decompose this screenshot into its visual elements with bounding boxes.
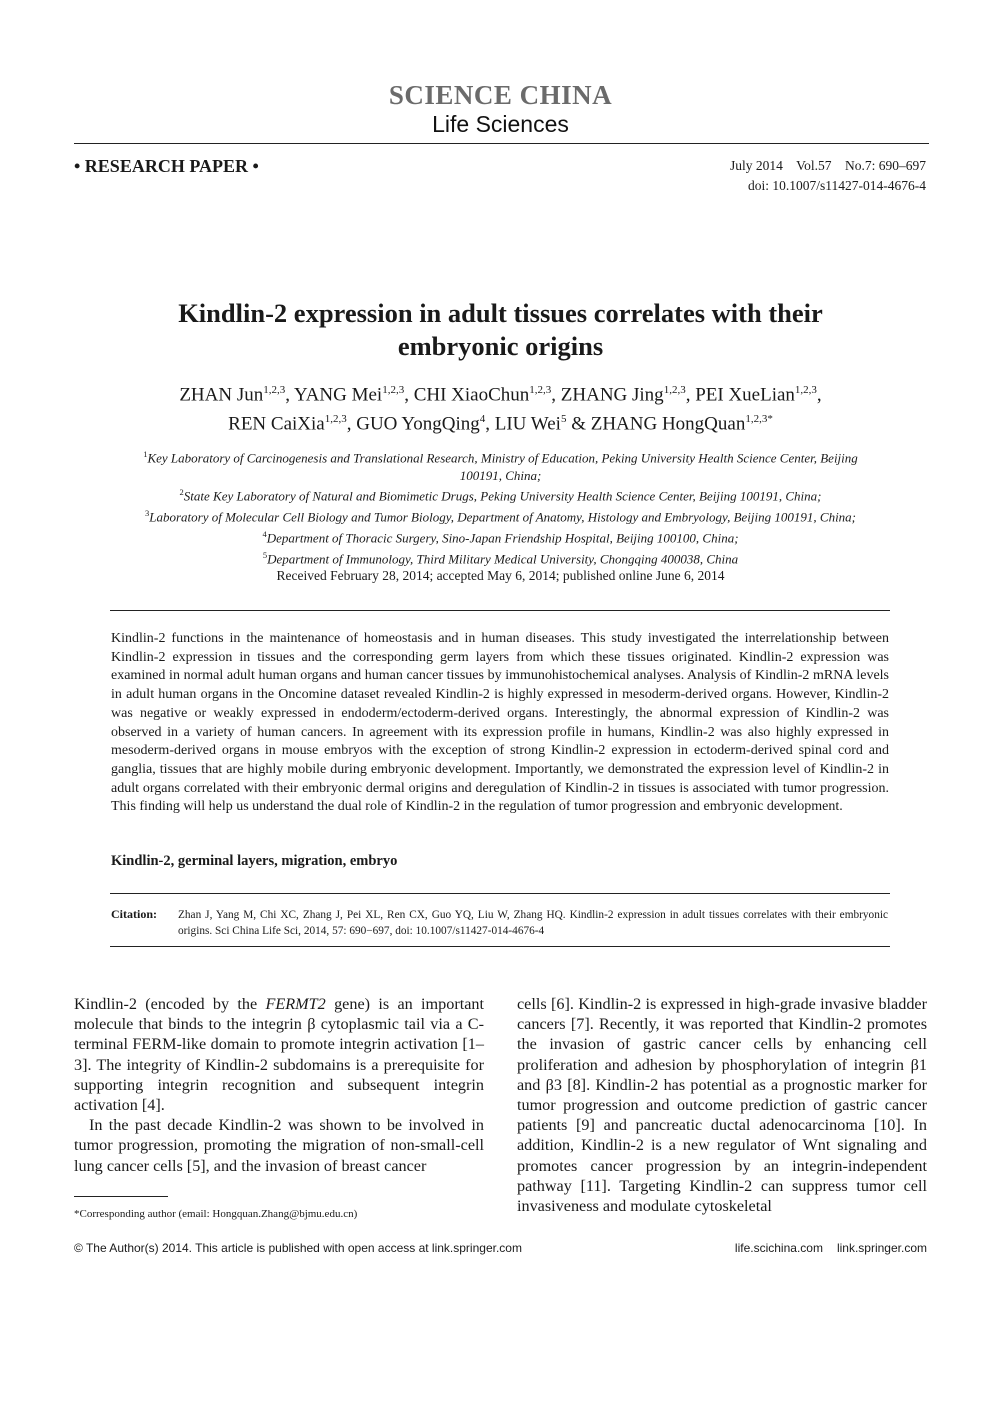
footer-links xyxy=(735,1241,927,1255)
received-dates: Received February 28, 2014; accepted May 6, 2014; published online June 6, 2014 xyxy=(276,568,725,583)
author-affil: 1,2,3 xyxy=(794,384,817,396)
author-name: PEI XueLian xyxy=(695,384,795,406)
author-name: REN CaiXia xyxy=(228,413,325,435)
author-affil: 1,2,3 xyxy=(529,384,552,396)
abstract: Kindlin-2 functions in the maintenance of homeostasis and in human diseases. This study investigated the interrelationship between Kindlin-2 expression in tissues and the corresponding germ layers from which these tissues originated. Kindlin-2 expression was examined in normal adult human organs and human cancer tissues by immunohistochemical analyses. Analysis of Kindlin-2 mRNA levels in adult human organs in the Oncomine dataset revealed Kindlin-2 is highly expressed in mesoderm-derived organs. However, Kindlin-2 was negative or weakly expressed in endoderm/ectoderm-derived organs. Interestingly, the abnormal expression of Kindlin-2 was observed in a variety of human cancers. In agreement with its expression profile in humans, Kindlin-2 was also highly expressed in mesoderm-derived organs in mouse embryos with the exception of strong Kindlin-2 expression in ectoderm-derived spinal cord and ganglia, tissues that are highly mobile during embryonic development. Importantly, we demonstrated the expression level of Kindlin-2 in adult organs correlated with their embryonic dermal origins and deregulation of Kindlin-2 in tissues is associated with tumor progression. This finding will help us understand the dual role of Kindlin-2 in the regulation of tumor progression and embryonic development. xyxy=(111,631,889,815)
author-name: ZHANG Jing xyxy=(560,384,664,406)
gene-name: FERMT2 xyxy=(265,995,326,1013)
author-affil: 5 xyxy=(560,413,567,426)
abstract-top-rule xyxy=(110,610,890,611)
title-line-2: embryonic origins xyxy=(397,331,604,361)
author-name: LIU Wei xyxy=(494,413,561,435)
affil-text: State Key Laboratory of Natural and Biomimetic Drugs, Peking University Health Science Center, Beijing 100191, China; xyxy=(183,488,822,504)
body-paragraph xyxy=(74,994,484,1115)
body-text: Kindlin-2 (encoded by the xyxy=(74,995,266,1013)
body-paragraph: In the past decade Kindlin-2 was shown to be involved in tumor progression, promoting the migration of non-small-cell lung cancer cells [5], and the invasion of breast cancer xyxy=(74,1116,484,1175)
journal-section: Life Sciences xyxy=(432,111,569,137)
paper-type: • RESEARCH PAPER • xyxy=(74,156,259,176)
issue-info: July 2014 Vol.57 No.7: 690–697 xyxy=(729,158,926,173)
author-name: GUO YongQing xyxy=(356,413,480,435)
doi[interactable]: doi: 10.1007/s11427-014-4676-4 xyxy=(748,178,926,193)
affiliation-1 xyxy=(0,446,1001,467)
author-affil: 1,2,3* xyxy=(745,413,773,426)
author-affil: 1,2,3 xyxy=(382,384,405,396)
author-name: ZHAN Jun xyxy=(179,384,264,406)
author-affil: 1,2,3 xyxy=(324,413,347,426)
author-name: YANG Mei xyxy=(294,384,383,406)
affil-text: Department of Immunology, Third Military Medical University, Chongqing 400038, China xyxy=(267,551,739,567)
footer-link-springer[interactable]: link.springer.com xyxy=(836,1241,927,1255)
affiliation-5 xyxy=(0,547,1001,568)
footnote-rule xyxy=(74,1196,168,1197)
author-sep: , xyxy=(346,413,357,435)
author-line-1 xyxy=(0,378,1001,407)
author-name: ZHANG HongQuan xyxy=(590,413,746,435)
author-affil: 1,2,3 xyxy=(263,384,286,396)
author-sep: , xyxy=(285,384,295,406)
body-column-left xyxy=(74,994,484,1176)
affil-text: Laboratory of Molecular Cell Biology and Tumor Biology, Department of Anatomy, Histology and Embryology, Beijing 100191, China; xyxy=(149,509,857,525)
citation-text: Zhan J, Yang M, Chi XC, Zhang J, Pei XL, Ren CX, Guo YQ, Liu W, Zhang HQ. Kindlin-2 expression in adult tissues correlates with their embryonic origins. Sci China Life Sci, 2014, 57: 690−697, doi: 10.1007/s11427-014-4676-4 xyxy=(178,909,888,937)
corresponding-author-footnote: *Corresponding author (email: Hongquan.Zhang@bjmu.edu.cn) xyxy=(74,1208,358,1220)
affil-number: 2 xyxy=(179,487,184,498)
author-sep: , xyxy=(685,384,696,406)
affil-number: 4 xyxy=(262,528,267,539)
journal-name: SCIENCE CHINA xyxy=(388,80,613,110)
affiliation-2 xyxy=(0,484,1001,505)
author-name: CHI XiaoChun xyxy=(413,384,530,406)
author-sep: & xyxy=(566,413,591,435)
author-affil: 1,2,3 xyxy=(663,384,686,396)
author-sep: , xyxy=(551,384,561,406)
affiliation-4 xyxy=(0,526,1001,547)
affiliation-list xyxy=(0,446,1001,568)
title-line-1: Kindlin-2 expression in adult tissues correlates with their xyxy=(178,298,823,328)
affil-text: Department of Thoracic Surgery, Sino-Japan Friendship Hospital, Beijing 100100, China; xyxy=(266,530,739,546)
body-column-right xyxy=(517,994,927,1216)
footer-link-scichina[interactable]: life.scichina.com xyxy=(734,1241,823,1255)
author-sep: , xyxy=(816,384,822,406)
header-divider xyxy=(74,143,929,144)
keywords: Kindlin-2, germinal layers, migration, embryo xyxy=(111,853,398,869)
affiliation-3 xyxy=(0,505,1001,526)
body-text: gene) is an important molecule that binds to the integrin β cytoplasmic tail via a C-terminal FERM-like domain to promote integrin activation [1–3]. The integrity of Kindlin-2 subdomains is a prerequisite for supporting integrin recognition and subsequent integrin activation [4]. xyxy=(74,995,485,1115)
paper-title xyxy=(0,297,1001,363)
citation-label: Citation: xyxy=(111,907,157,921)
author-sep: , xyxy=(485,413,495,435)
affil-number: 1 xyxy=(143,449,148,459)
affil-number: 3 xyxy=(144,508,150,519)
author-sep: , xyxy=(404,384,414,406)
body-paragraph: cells [6]. Kindlin-2 is expressed in high-grade invasive bladder cancers [7]. Recently, it was reported that Kindlin-2 promotes the invasion of gastric cancer cells by enhancing cell proliferation and adhesion by phosphorylation of integrin β1 and β3 [8]. Kindlin-2 has potential as a prognostic marker for tumor progression and outcome prediction of gastric cancer patients [9] and pancreatic ductal adenocarcinoma [10]. In addition, Kindlin-2 is a new regulator of Wnt signaling and promotes cancer progression by an integrin-independent pathway [11]. Targeting Kindlin-2 can suppress tumor cell invasiveness and modulate cytoskeletal xyxy=(517,995,927,1216)
author-affil: 4 xyxy=(479,413,486,426)
citation-bottom-rule xyxy=(110,946,890,947)
author-line-2 xyxy=(0,407,1001,436)
affil-number: 5 xyxy=(262,549,268,560)
affil-text: Key Laboratory of Carcinogenesis and Translational Research, Ministry of Education, Peking University Health Science Center, Beijing xyxy=(147,450,858,466)
author-list xyxy=(0,378,1001,437)
citation-top-rule xyxy=(110,893,890,894)
affiliation-1-cont: 100191, China; xyxy=(459,467,542,483)
copyright-notice: © The Author(s) 2014. This article is published with open access at link.springer.com xyxy=(74,1241,522,1255)
